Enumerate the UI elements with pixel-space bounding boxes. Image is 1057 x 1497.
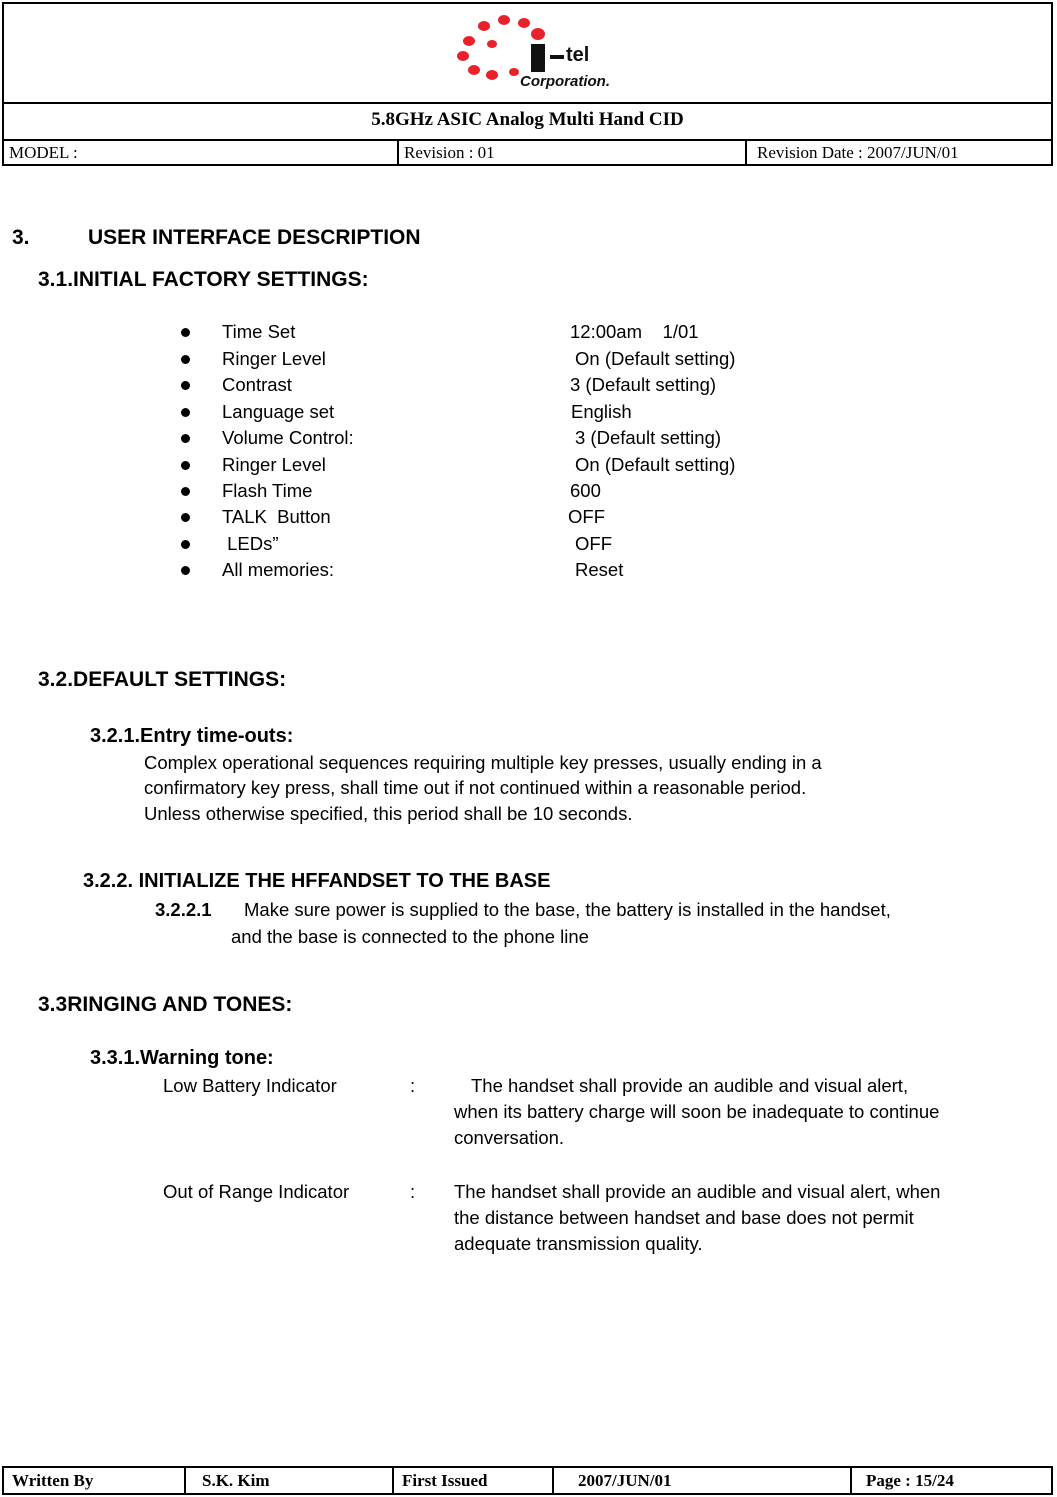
- low-battery-label: Low Battery Indicator: [163, 1075, 337, 1096]
- document-header: [2, 2, 1053, 166]
- setting-label: LEDs”: [222, 533, 279, 554]
- section-3-3-1-title: 3.3.1.Warning tone:: [90, 1047, 274, 1069]
- section-3-number: 3.: [12, 226, 30, 249]
- setting-label: Ringer Level: [222, 348, 326, 369]
- setting-value: OFF: [575, 533, 612, 554]
- section-3-3-title: 3.3RINGING AND TONES:: [38, 993, 293, 1016]
- bullet-icon: [181, 381, 190, 390]
- bullet-icon: [181, 355, 190, 364]
- setting-value: 600: [570, 480, 601, 501]
- setting-label: Flash Time: [222, 480, 313, 501]
- paragraph-line: The handset shall provide an audible and visual alert, when: [454, 1181, 941, 1202]
- logo-text-top: tel: [566, 44, 590, 66]
- setting-value: 3 (Default setting): [570, 374, 717, 395]
- company-logo: [454, 12, 644, 92]
- setting-label: TALK Button: [222, 506, 331, 527]
- setting-value: On (Default setting): [575, 454, 736, 475]
- setting-value: Reset: [575, 559, 624, 580]
- bullet-icon: [181, 540, 190, 549]
- section-3-2-title: 3.2.DEFAULT SETTINGS:: [38, 668, 287, 691]
- meta-row: [4, 139, 1051, 166]
- setting-value: OFF: [568, 506, 605, 527]
- first-issued-value: 2007/JUN/01: [554, 1468, 852, 1493]
- paragraph-line: when its battery charge will soon be inadequate to continue: [454, 1101, 940, 1122]
- bullet-icon: [181, 408, 190, 417]
- document-footer: [2, 1466, 1053, 1495]
- logo-area: [4, 4, 1051, 104]
- colon: :: [410, 1181, 416, 1202]
- revision-date: Revision Date : 2007/JUN/01: [757, 143, 959, 162]
- setting-value: English: [571, 401, 632, 422]
- out-of-range-label: Out of Range Indicator: [163, 1181, 350, 1202]
- setting-value: 3 (Default setting): [575, 427, 722, 448]
- written-by-label: Written By: [4, 1468, 186, 1493]
- section-3-2-2-1-number: 3.2.2.1: [155, 899, 212, 920]
- setting-label: Ringer Level: [222, 454, 326, 475]
- bullet-icon: [181, 566, 190, 575]
- paragraph-line: Make sure power is supplied to the base, the battery is installed in the handset,: [244, 899, 891, 920]
- paragraph-line: Unless otherwise specified, this period shall be 10 seconds.: [144, 803, 633, 824]
- model-label: MODEL :: [4, 139, 399, 166]
- paragraph-line: Complex operational sequences requiring multiple key presses, usually ending in a: [144, 752, 822, 773]
- colon: :: [410, 1075, 416, 1096]
- page-number: Page : 15/24: [866, 1471, 954, 1490]
- first-issued-label: First Issued: [394, 1468, 554, 1493]
- setting-value: 12:00am 1/01: [570, 321, 699, 342]
- paragraph-line: the distance between handset and base does not permit: [454, 1207, 914, 1228]
- section-3-2-1-title: 3.2.1.Entry time-outs:: [90, 725, 294, 747]
- setting-label: All memories:: [222, 559, 335, 580]
- setting-label: Language set: [222, 401, 335, 422]
- bullet-icon: [181, 328, 190, 337]
- written-by-value: S.K. Kim: [186, 1468, 394, 1493]
- bullet-icon: [181, 487, 190, 496]
- document-title: 5.8GHz ASIC Analog Multi Hand CID: [4, 102, 1051, 141]
- paragraph-line: The handset shall provide an audible and visual alert,: [471, 1075, 909, 1096]
- bullet-icon: [181, 461, 190, 470]
- setting-value: On (Default setting): [575, 348, 736, 369]
- paragraph-line: adequate transmission quality.: [454, 1233, 703, 1254]
- section-3-1-title: 3.1.INITIAL FACTORY SETTINGS:: [38, 268, 369, 291]
- logo-text-bottom: Corporation.: [520, 73, 610, 90]
- revision: Revision : 01: [399, 139, 747, 166]
- setting-label: Volume Control:: [222, 427, 354, 448]
- setting-label: Time Set: [222, 321, 296, 342]
- section-3-2-2-title: 3.2.2. INITIALIZE THE HFFANDSET TO THE BASE: [83, 870, 551, 892]
- paragraph-line: confirmatory key press, shall time out if not continued within a reasonable period.: [144, 777, 807, 798]
- paragraph-line: and the base is connected to the phone line: [231, 926, 589, 947]
- setting-label: Contrast: [222, 374, 292, 395]
- paragraph-line: conversation.: [454, 1127, 565, 1148]
- section-3-title: USER INTERFACE DESCRIPTION: [88, 226, 421, 249]
- bullet-icon: [181, 513, 190, 522]
- bullet-icon: [181, 434, 190, 443]
